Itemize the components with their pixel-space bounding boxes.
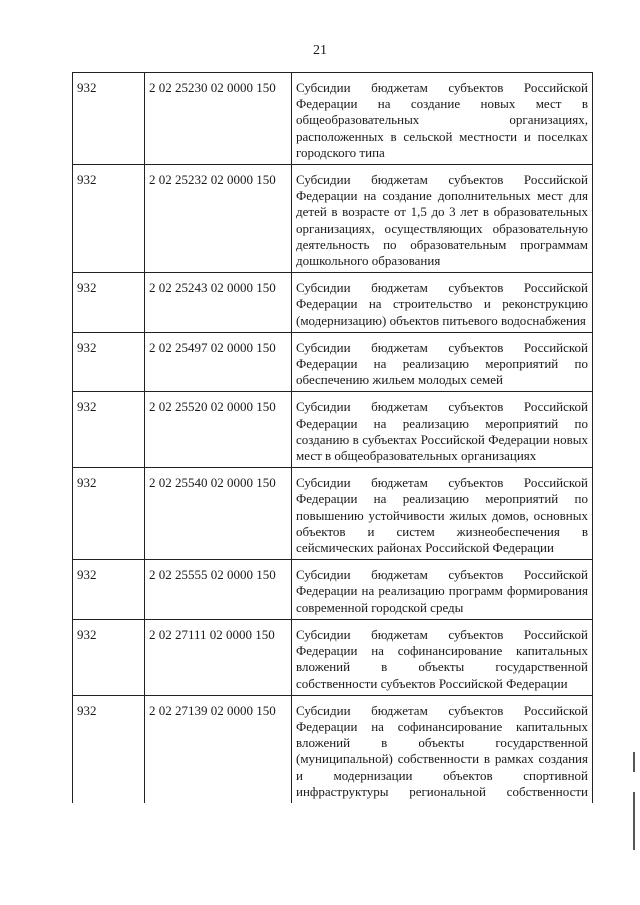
admin-code-cell: 932	[73, 468, 145, 560]
budget-code-cell: 2 02 25232 02 0000 150	[145, 165, 292, 273]
admin-code-cell: 932	[73, 73, 145, 165]
admin-code-cell: 932	[73, 332, 145, 392]
revenue-name-cell: Субсидии бюджетам субъектов Российской Федерации на реализацию программ формирования современной городской среды	[292, 560, 593, 620]
budget-code-cell: 2 02 25520 02 0000 150	[145, 392, 292, 468]
table-row	[73, 273, 593, 333]
table-row	[73, 619, 593, 695]
scan-edge-mark	[633, 752, 635, 772]
admin-code-cell: 932	[73, 392, 145, 468]
revenue-name-cell: Субсидии бюджетам субъектов Российской Федерации на реализацию мероприятий по созданию в субъектах Российской Федерации новых мест в общеобразовательных организациях	[292, 392, 593, 468]
budget-code-cell: 2 02 27139 02 0000 150	[145, 695, 292, 803]
table-row	[73, 560, 593, 620]
budget-code-cell: 2 02 25497 02 0000 150	[145, 332, 292, 392]
revenue-name-cell: Субсидии бюджетам субъектов Российской Федерации на реализацию мероприятий по повышению устойчивости жилых домов, основных объектов и систем жизнеобеспечения в сейсмических районах Российской Федерации	[292, 468, 593, 560]
table-row	[73, 165, 593, 273]
budget-classification-table	[72, 72, 593, 803]
revenue-name-cell: Субсидии бюджетам субъектов Российской Федерации на реализацию мероприятий по обеспечению жильем молодых семей	[292, 332, 593, 392]
revenue-name-cell: Субсидии бюджетам субъектов Российской Федерации на создание дополнительных мест для детей в возрасте от 1,5 до 3 лет в образовательных организациях, осуществляющих образовательную деятельность по образовательным программам дошкольного образования	[292, 165, 593, 273]
table-row	[73, 695, 593, 803]
admin-code-cell: 932	[73, 695, 145, 803]
budget-code-cell: 2 02 25555 02 0000 150	[145, 560, 292, 620]
admin-code-cell: 932	[73, 273, 145, 333]
admin-code-cell: 932	[73, 560, 145, 620]
budget-code-cell: 2 02 25540 02 0000 150	[145, 468, 292, 560]
revenue-name-cell: Субсидии бюджетам субъектов Российской Федерации на софинансирование капитальных вложений в объекты государственной собственности субъектов Российской Федерации	[292, 619, 593, 695]
budget-code-cell: 2 02 25230 02 0000 150	[145, 73, 292, 165]
budget-code-cell: 2 02 27111 02 0000 150	[145, 619, 292, 695]
budget-code-cell: 2 02 25243 02 0000 150	[145, 273, 292, 333]
revenue-name-cell: Субсидии бюджетам субъектов Российской Федерации на строительство и реконструкцию (модернизацию) объектов питьевого водоснабжения	[292, 273, 593, 333]
admin-code-cell: 932	[73, 165, 145, 273]
revenue-name-cell: Субсидии бюджетам субъектов Российской Федерации на софинансирование капитальных вложений в объекты государственной (муниципальной) собственности в рамках создания и модернизации объектов спортивной инфраструктуры региональной собственности	[292, 695, 593, 803]
table-row	[73, 332, 593, 392]
table-row	[73, 392, 593, 468]
table-row	[73, 73, 593, 165]
admin-code-cell: 932	[73, 619, 145, 695]
scan-edge-mark	[633, 792, 635, 850]
table-row	[73, 468, 593, 560]
page-number: 21	[313, 43, 327, 58]
revenue-name-cell: Субсидии бюджетам субъектов Российской Федерации на создание новых мест в общеобразовательных организациях, расположенных в сельской местности и поселках городского типа	[292, 73, 593, 165]
